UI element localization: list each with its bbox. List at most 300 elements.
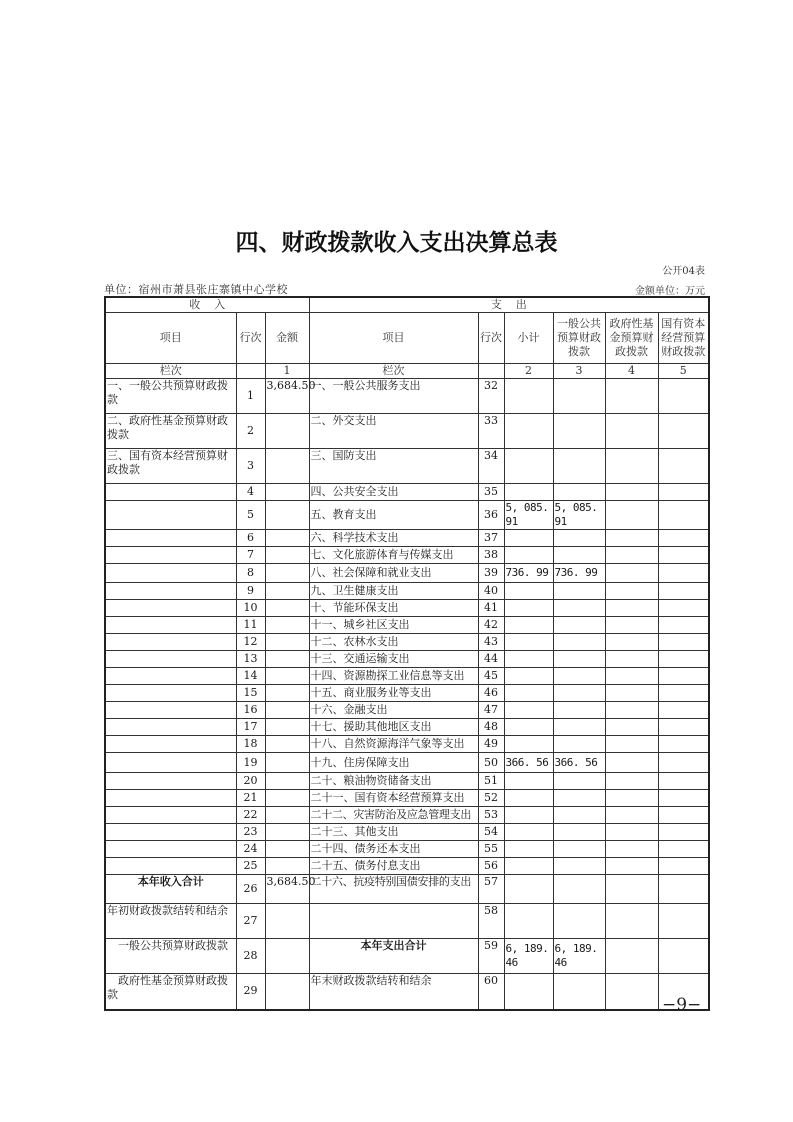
- expense-line-no: 46: [478, 685, 504, 702]
- budget-summary-table: [104, 296, 710, 1011]
- income-item: [105, 484, 236, 501]
- expense-gov-fund: [605, 702, 658, 719]
- empty-cell: [478, 364, 504, 379]
- income-item: [105, 547, 236, 564]
- income-item: [105, 753, 236, 773]
- expense-gov-fund: [605, 807, 658, 824]
- header-income-line-no: 行次: [236, 313, 265, 364]
- expense-general-budget: [553, 974, 605, 1010]
- income-item: [105, 685, 236, 702]
- expense-line-no: 54: [478, 824, 504, 841]
- expense-item: 十二、农林水支出: [309, 634, 478, 651]
- income-item: [105, 583, 236, 600]
- table-row: [105, 875, 709, 904]
- expense-state-capital: [658, 753, 709, 773]
- reporting-unit: 单位：宿州市萧县张庄寨镇中心学校: [104, 283, 288, 296]
- expense-line-no: 53: [478, 807, 504, 824]
- expense-line-no: 48: [478, 719, 504, 736]
- expense-line-no: 56: [478, 858, 504, 875]
- expense-line-no: 51: [478, 773, 504, 790]
- expense-gov-fund: [605, 600, 658, 617]
- income-line-no: 11: [236, 617, 265, 634]
- expense-line-no: 39: [478, 564, 504, 583]
- expense-state-capital: [658, 841, 709, 858]
- table-body: [105, 379, 709, 1010]
- income-amount: [265, 939, 309, 974]
- table-row: [105, 583, 709, 600]
- expense-item: 十九、住房保障支出: [309, 753, 478, 773]
- expense-item: 年末财政拨款结转和结余: [309, 974, 478, 1010]
- expense-general-budget: [553, 668, 605, 685]
- expense-gov-fund: [605, 564, 658, 583]
- income-item: 政府性基金预算财政拨款: [105, 974, 236, 1010]
- income-line-no: 23: [236, 824, 265, 841]
- income-item: [105, 702, 236, 719]
- expense-line-no: 36: [478, 501, 504, 530]
- header-income-item: 项目: [105, 313, 236, 364]
- expense-gov-fund: [605, 685, 658, 702]
- income-amount: [265, 790, 309, 807]
- table-row: [105, 414, 709, 449]
- income-line-no: 27: [236, 904, 265, 939]
- expense-item: 八、社会保障和就业支出: [309, 564, 478, 583]
- column-header-row: [105, 313, 709, 364]
- expense-gov-fund: [605, 858, 658, 875]
- income-item: [105, 617, 236, 634]
- income-line-no: 13: [236, 651, 265, 668]
- expense-item: 二十一、国有资本经营预算支出: [309, 790, 478, 807]
- expense-state-capital: [658, 634, 709, 651]
- income-line-no: 18: [236, 736, 265, 753]
- income-amount: [265, 807, 309, 824]
- table-row: [105, 841, 709, 858]
- income-amount: [265, 501, 309, 530]
- expense-state-capital: [658, 379, 709, 414]
- expense-item: 九、卫生健康支出: [309, 583, 478, 600]
- header-subtotal: 小计: [504, 313, 553, 364]
- expense-state-capital: [658, 583, 709, 600]
- income-group-header: 收 入: [105, 297, 309, 313]
- income-amount: 3,684.50: [265, 379, 309, 414]
- expense-general-budget: [553, 824, 605, 841]
- income-line-no: 2: [236, 414, 265, 449]
- expense-gov-fund: [605, 547, 658, 564]
- expense-item: 六、科学技术支出: [309, 530, 478, 547]
- expense-item: 十四、资源勘探工业信息等支出: [309, 668, 478, 685]
- income-amount: [265, 736, 309, 753]
- income-amount: [265, 974, 309, 1010]
- expense-general-budget: [553, 719, 605, 736]
- income-item: [105, 530, 236, 547]
- expense-line-no: 49: [478, 736, 504, 753]
- income-amount: [265, 530, 309, 547]
- income-line-no: 10: [236, 600, 265, 617]
- expense-item: 二十五、债务付息支出: [309, 858, 478, 875]
- col-index-4: 4: [605, 364, 658, 379]
- expense-item: 二十六、抗疫特别国债安排的支出: [309, 875, 478, 904]
- table-row: [105, 790, 709, 807]
- expense-item: 七、文化旅游体育与传媒支出: [309, 547, 478, 564]
- income-line-no: 20: [236, 773, 265, 790]
- expense-subtotal: [504, 484, 553, 501]
- expense-subtotal: [504, 583, 553, 600]
- expense-gov-fund: [605, 634, 658, 651]
- expense-subtotal: [504, 807, 553, 824]
- expense-general-budget: [553, 790, 605, 807]
- income-amount: [265, 600, 309, 617]
- income-line-no: 28: [236, 939, 265, 974]
- income-item: [105, 634, 236, 651]
- expense-general-budget: [553, 547, 605, 564]
- table-row: [105, 807, 709, 824]
- income-item: [105, 858, 236, 875]
- expense-general-budget: [553, 617, 605, 634]
- expense-state-capital: [658, 617, 709, 634]
- page-title: 四、财政拨款收入支出决算总表: [235, 230, 558, 256]
- table-row: [105, 702, 709, 719]
- expense-gov-fund: [605, 719, 658, 736]
- expense-general-budget: [553, 685, 605, 702]
- expense-general-budget: [553, 702, 605, 719]
- expense-state-capital: [658, 736, 709, 753]
- expense-subtotal: [504, 547, 553, 564]
- expense-subtotal: [504, 530, 553, 547]
- income-line-no: 22: [236, 807, 265, 824]
- expense-subtotal: [504, 773, 553, 790]
- income-line-no: 6: [236, 530, 265, 547]
- expense-gov-fund: [605, 501, 658, 530]
- income-amount: [265, 583, 309, 600]
- expense-state-capital: [658, 685, 709, 702]
- expense-subtotal: [504, 634, 553, 651]
- expense-line-no: 42: [478, 617, 504, 634]
- expense-line-no: 55: [478, 841, 504, 858]
- expense-gov-fund: [605, 484, 658, 501]
- expense-line-no: 34: [478, 449, 504, 484]
- expense-gov-fund: [605, 939, 658, 974]
- expense-subtotal: [504, 824, 553, 841]
- income-line-no: 25: [236, 858, 265, 875]
- expense-item: 本年支出合计: [309, 939, 478, 974]
- table-row: [105, 668, 709, 685]
- income-line-no: 8: [236, 564, 265, 583]
- expense-subtotal: [504, 736, 553, 753]
- expense-state-capital: [658, 547, 709, 564]
- table-row: [105, 484, 709, 501]
- income-amount: [265, 449, 309, 484]
- col-index-3: 3: [553, 364, 605, 379]
- expense-general-budget: [553, 773, 605, 790]
- expense-state-capital: [658, 824, 709, 841]
- expense-state-capital: [658, 719, 709, 736]
- expense-general-budget: [553, 875, 605, 904]
- expense-item: 二、外交支出: [309, 414, 478, 449]
- income-item: 一般公共预算财政拨款: [105, 939, 236, 974]
- income-item: [105, 824, 236, 841]
- income-amount: [265, 484, 309, 501]
- income-amount: [265, 719, 309, 736]
- table-row: [105, 379, 709, 414]
- expense-general-budget: [553, 807, 605, 824]
- income-amount: [265, 753, 309, 773]
- expense-gov-fund: [605, 414, 658, 449]
- expense-gov-fund: [605, 875, 658, 904]
- expense-line-no: 32: [478, 379, 504, 414]
- income-line-no: 3: [236, 449, 265, 484]
- expense-item: 十五、商业服务业等支出: [309, 685, 478, 702]
- income-item: [105, 841, 236, 858]
- expense-state-capital: [658, 651, 709, 668]
- expense-item: 十、节能环保支出: [309, 600, 478, 617]
- expense-general-budget: [553, 634, 605, 651]
- income-item: 年初财政拨款结转和结余: [105, 904, 236, 939]
- expense-state-capital: [658, 564, 709, 583]
- expense-general-budget: [553, 904, 605, 939]
- table-row: [105, 824, 709, 841]
- table-row: [105, 651, 709, 668]
- table-row: [105, 547, 709, 564]
- expense-subtotal: [504, 685, 553, 702]
- expense-general-budget: 6, 189. 46: [553, 939, 605, 974]
- expense-item: 十七、援助其他地区支出: [309, 719, 478, 736]
- expense-state-capital: [658, 939, 709, 974]
- expense-state-capital: [658, 600, 709, 617]
- income-line-no: 9: [236, 583, 265, 600]
- page-number: −9−: [662, 995, 702, 1015]
- income-amount: [265, 547, 309, 564]
- header-expense-item: 项目: [309, 313, 478, 364]
- expense-line-no: 43: [478, 634, 504, 651]
- income-item: [105, 651, 236, 668]
- expense-line-no: 44: [478, 651, 504, 668]
- col-label-expense: 栏次: [309, 364, 478, 379]
- expense-subtotal: [504, 379, 553, 414]
- expense-subtotal: [504, 414, 553, 449]
- income-amount: [265, 634, 309, 651]
- expense-general-budget: 366. 56: [553, 753, 605, 773]
- income-item: [105, 773, 236, 790]
- income-amount: [265, 685, 309, 702]
- expense-gov-fund: [605, 449, 658, 484]
- col-index-2: 2: [504, 364, 553, 379]
- expense-state-capital: [658, 449, 709, 484]
- expense-subtotal: 736. 99: [504, 564, 553, 583]
- income-amount: [265, 702, 309, 719]
- income-line-no: 5: [236, 501, 265, 530]
- expense-gov-fund: [605, 736, 658, 753]
- expense-line-no: 38: [478, 547, 504, 564]
- expense-item: 五、教育支出: [309, 501, 478, 530]
- income-item: 一、一般公共预算财政拨款: [105, 379, 236, 414]
- col-index-1: 1: [265, 364, 309, 379]
- table-row: [105, 530, 709, 547]
- expense-state-capital: [658, 501, 709, 530]
- expense-state-capital: [658, 773, 709, 790]
- income-item: [105, 501, 236, 530]
- expense-state-capital: [658, 807, 709, 824]
- group-header-row: [105, 297, 709, 313]
- expense-item: 三、国防支出: [309, 449, 478, 484]
- expense-line-no: 47: [478, 702, 504, 719]
- expense-general-budget: [553, 651, 605, 668]
- expense-state-capital: [658, 875, 709, 904]
- income-line-no: 12: [236, 634, 265, 651]
- expense-line-no: 40: [478, 583, 504, 600]
- expense-subtotal: [504, 449, 553, 484]
- table-row: [105, 634, 709, 651]
- expense-general-budget: [553, 841, 605, 858]
- expense-subtotal: [504, 651, 553, 668]
- expense-subtotal: [504, 858, 553, 875]
- table-row: [105, 449, 709, 484]
- table-row: [105, 974, 709, 1010]
- income-line-no: 26: [236, 875, 265, 904]
- table-row: [105, 904, 709, 939]
- expense-state-capital: [658, 904, 709, 939]
- expense-subtotal: [504, 790, 553, 807]
- expense-subtotal: [504, 875, 553, 904]
- empty-cell: [236, 364, 265, 379]
- expense-gov-fund: [605, 841, 658, 858]
- expense-subtotal: [504, 600, 553, 617]
- income-amount: [265, 841, 309, 858]
- expense-gov-fund: [605, 651, 658, 668]
- expense-gov-fund: [605, 379, 658, 414]
- income-line-no: 14: [236, 668, 265, 685]
- expense-line-no: 50: [478, 753, 504, 773]
- expense-subtotal: [504, 974, 553, 1010]
- table-row: [105, 773, 709, 790]
- expense-line-no: 35: [478, 484, 504, 501]
- expense-state-capital: [658, 790, 709, 807]
- expense-general-budget: [553, 858, 605, 875]
- expense-gov-fund: [605, 904, 658, 939]
- expense-subtotal: [504, 719, 553, 736]
- expense-subtotal: 6, 189. 46: [504, 939, 553, 974]
- expense-state-capital: [658, 668, 709, 685]
- expense-group-header: 支 出: [309, 297, 709, 313]
- expense-item: 二十四、债务还本支出: [309, 841, 478, 858]
- expense-general-budget: 736. 99: [553, 564, 605, 583]
- expense-subtotal: [504, 668, 553, 685]
- income-line-no: 1: [236, 379, 265, 414]
- expense-line-no: 37: [478, 530, 504, 547]
- expense-item: 十一、城乡社区支出: [309, 617, 478, 634]
- header-general-budget: 一般公共预算财政拨款: [553, 313, 605, 364]
- expense-subtotal: 5, 085. 91: [504, 501, 553, 530]
- expense-item: [309, 904, 478, 939]
- expense-item: 二十、粮油物资储备支出: [309, 773, 478, 790]
- form-number: 公开04表: [662, 266, 705, 277]
- income-line-no: 29: [236, 974, 265, 1010]
- income-item: 本年收入合计: [105, 875, 236, 904]
- expense-state-capital: [658, 858, 709, 875]
- table-row: [105, 858, 709, 875]
- expense-item: 二十三、其他支出: [309, 824, 478, 841]
- expense-line-no: 57: [478, 875, 504, 904]
- expense-gov-fund: [605, 974, 658, 1010]
- income-line-no: 15: [236, 685, 265, 702]
- expense-general-budget: [553, 379, 605, 414]
- table-row: [105, 685, 709, 702]
- expense-gov-fund: [605, 753, 658, 773]
- income-amount: 3,684.50: [265, 875, 309, 904]
- expense-item: 一、一般公共服务支出: [309, 379, 478, 414]
- expense-gov-fund: [605, 824, 658, 841]
- expense-line-no: 59: [478, 939, 504, 974]
- table-row: [105, 564, 709, 583]
- expense-general-budget: [553, 414, 605, 449]
- income-item: [105, 736, 236, 753]
- header-state-capital: 国有资本经营预算财政拨款: [658, 313, 709, 364]
- income-line-no: 19: [236, 753, 265, 773]
- table-row: [105, 939, 709, 974]
- expense-gov-fund: [605, 617, 658, 634]
- income-amount: [265, 564, 309, 583]
- expense-state-capital: [658, 484, 709, 501]
- expense-item: 十三、交通运输支出: [309, 651, 478, 668]
- income-amount: [265, 414, 309, 449]
- expense-line-no: 58: [478, 904, 504, 939]
- expense-item: 四、公共安全支出: [309, 484, 478, 501]
- expense-general-budget: [553, 736, 605, 753]
- expense-item: 二十二、灾害防治及应急管理支出: [309, 807, 478, 824]
- income-item: [105, 790, 236, 807]
- header-expense-line-no: 行次: [478, 313, 504, 364]
- expense-state-capital: [658, 530, 709, 547]
- table-row: [105, 719, 709, 736]
- expense-general-budget: 5, 085. 91: [553, 501, 605, 530]
- income-line-no: 17: [236, 719, 265, 736]
- income-line-no: 4: [236, 484, 265, 501]
- income-line-no: 24: [236, 841, 265, 858]
- income-amount: [265, 824, 309, 841]
- income-line-no: 7: [236, 547, 265, 564]
- amount-unit: 金额单位：万元: [635, 286, 705, 297]
- expense-gov-fund: [605, 773, 658, 790]
- income-line-no: 16: [236, 702, 265, 719]
- expense-line-no: 60: [478, 974, 504, 1010]
- expense-subtotal: [504, 904, 553, 939]
- income-amount: [265, 858, 309, 875]
- expense-item: 十六、金融支出: [309, 702, 478, 719]
- table-row: [105, 617, 709, 634]
- expense-general-budget: [553, 449, 605, 484]
- expense-item: 十八、自然资源海洋气象等支出: [309, 736, 478, 753]
- header-gov-fund: 政府性基金预算财政拨款: [605, 313, 658, 364]
- income-item: [105, 719, 236, 736]
- header-income-amount: 金额: [265, 313, 309, 364]
- income-item: [105, 564, 236, 583]
- expense-subtotal: [504, 702, 553, 719]
- expense-general-budget: [553, 583, 605, 600]
- income-amount: [265, 651, 309, 668]
- expense-state-capital: [658, 702, 709, 719]
- expense-subtotal: [504, 841, 553, 858]
- table-row: [105, 736, 709, 753]
- col-label-income: 栏次: [105, 364, 236, 379]
- expense-gov-fund: [605, 790, 658, 807]
- income-line-no: 21: [236, 790, 265, 807]
- income-item: 二、政府性基金预算财政拨款: [105, 414, 236, 449]
- income-item: [105, 807, 236, 824]
- table-row: [105, 753, 709, 773]
- income-item: [105, 668, 236, 685]
- income-amount: [265, 773, 309, 790]
- column-index-row: [105, 364, 709, 379]
- expense-line-no: 52: [478, 790, 504, 807]
- expense-gov-fund: [605, 668, 658, 685]
